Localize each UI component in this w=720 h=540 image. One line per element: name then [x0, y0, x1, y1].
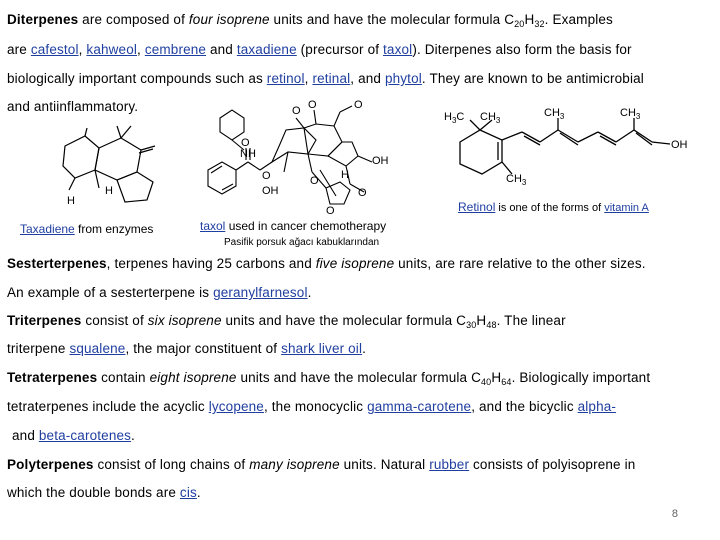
link-cembrene[interactable]: cembrene — [144, 42, 207, 57]
link-rubber[interactable]: rubber — [429, 457, 470, 472]
link-phytol[interactable]: phytol — [384, 71, 422, 86]
taxol-o-5: O — [354, 99, 363, 111]
taxol-o-1: O — [241, 137, 250, 149]
taxadiene-h-2: H — [105, 185, 113, 197]
link-vitamin-a[interactable]: vitamin A — [604, 202, 649, 214]
retinol-ch3-2: $CH_3$ — [544, 107, 565, 121]
diterpenes-line-4: and antiinflammatory. — [7, 99, 139, 114]
link-geranylfarnesol[interactable]: geranylfarnesol — [213, 285, 308, 300]
taxol-o-4: O — [308, 99, 317, 111]
retinol-ch3-3: $CH_3$ — [620, 107, 641, 121]
tetraterpenes-line-1: Tetraterpenes contain eight isoprene units and have the molecular formula $C_{40}H_{64}$. Biologically important — [7, 370, 651, 387]
sesterterpenes-line-2: An example of a sesterterpene is geranylfarnesol. — [7, 285, 312, 300]
diterpenes-term: Diterpenes — [7, 12, 79, 27]
caption-taxol: taxol used in cancer chemotherapy — [200, 219, 387, 233]
taxol-o-3: O — [292, 105, 301, 117]
diterpenes-line-1: Diterpenes are composed of four isoprene units and have the molecular formula $C_{20}H_{32}$. Examples — [7, 12, 613, 29]
link-retinol-caption[interactable]: Retinol — [458, 200, 496, 214]
link-taxol[interactable]: taxol — [383, 42, 413, 57]
triterpenes-term: Triterpenes — [7, 313, 82, 328]
polyterpenes-line-1: Polyterpenes consist of long chains of many isoprene units. Natural rubber consists of polyisoprene in — [7, 457, 636, 472]
triterpenes-line-1: Triterpenes consist of six isoprene units and have the molecular formula $C_{30}H_{48}$. The linear — [7, 313, 566, 330]
taxol-nh: NH — [240, 148, 256, 160]
tetraterpenes-term: Tetraterpenes — [7, 370, 98, 385]
taxol-structure — [200, 100, 390, 218]
taxol-h: H — [341, 169, 349, 181]
tetraterpenes-line-2: tetraterpenes include the acyclic lycopene, the monocyclic gamma-carotene, and the bicyclic alpha- — [7, 399, 617, 414]
diterpenes-line-3: biologically important compounds such as retinol, retinal, and phytol. They are known to be antimicrobial — [7, 71, 644, 86]
link-gamma-carotene[interactable]: gamma-carotene — [367, 399, 472, 414]
retinol-oh: OH — [671, 139, 688, 151]
link-beta-carotenes[interactable]: beta-carotenes — [38, 428, 132, 443]
taxol-o-8: O — [326, 205, 335, 217]
retinol-ch3-1: $CH_3$ — [480, 111, 501, 125]
caption-taxadiene: Taxadiene from enzymes — [20, 222, 154, 236]
link-alpha[interactable]: alpha- — [577, 399, 617, 414]
taxol-o-2: O — [262, 170, 271, 182]
link-cis[interactable]: cis — [179, 485, 197, 500]
link-shark-liver-oil[interactable]: shark liver oil — [281, 341, 363, 356]
polyterpenes-term: Polyterpenes — [7, 457, 94, 472]
link-squalene[interactable]: squalene — [69, 341, 126, 356]
link-lycopene[interactable]: lycopene — [208, 399, 264, 414]
link-retinal[interactable]: retinal — [312, 71, 351, 86]
taxol-o-6: O — [310, 175, 319, 187]
taxol-oh-1: OH — [262, 185, 279, 197]
triterpenes-line-2: triterpene squalene, the major constituent of shark liver oil. — [7, 341, 367, 356]
link-taxol-caption[interactable]: taxol — [200, 219, 226, 233]
taxadiene-structure — [55, 128, 165, 208]
diterpenes-line-2: are cafestol, kahweol, cembrene and taxadiene (precursor of taxol). Diterpenes also form the basis for — [7, 42, 632, 57]
retinol-h3c: $H_3C$ — [444, 111, 465, 125]
page-number: 8 — [671, 508, 678, 520]
taxadiene-h-1: H — [67, 195, 75, 207]
sesterterpenes-term: Sesterterpenes — [7, 256, 107, 271]
taxol-oh-2: OH — [372, 155, 389, 167]
link-retinol[interactable]: retinol — [266, 71, 305, 86]
link-cafestol[interactable]: cafestol — [30, 42, 79, 57]
link-taxadiene-caption[interactable]: Taxadiene — [20, 222, 75, 236]
caption-retinol: Retinol is one of the forms of vitamin A — [458, 200, 649, 214]
polyterpenes-line-2: which the double bonds are cis. — [7, 485, 201, 500]
link-kahweol[interactable]: kahweol — [86, 42, 138, 57]
taxol-o-7: O — [358, 187, 367, 199]
retinol-structure — [440, 102, 695, 187]
tetraterpenes-line-3: and beta-carotenes. — [12, 428, 135, 443]
retinol-ch3-4: $CH_3$ — [506, 173, 527, 187]
link-taxadiene[interactable]: taxadiene — [236, 42, 297, 57]
sesterterpenes-line-1: Sesterterpenes, terpenes having 25 carbons and five isoprene units, are rare relative to the other sizes. — [7, 256, 646, 271]
caption-taxol-source: Pasifik porsuk ağacı kabuklarından — [224, 237, 380, 248]
